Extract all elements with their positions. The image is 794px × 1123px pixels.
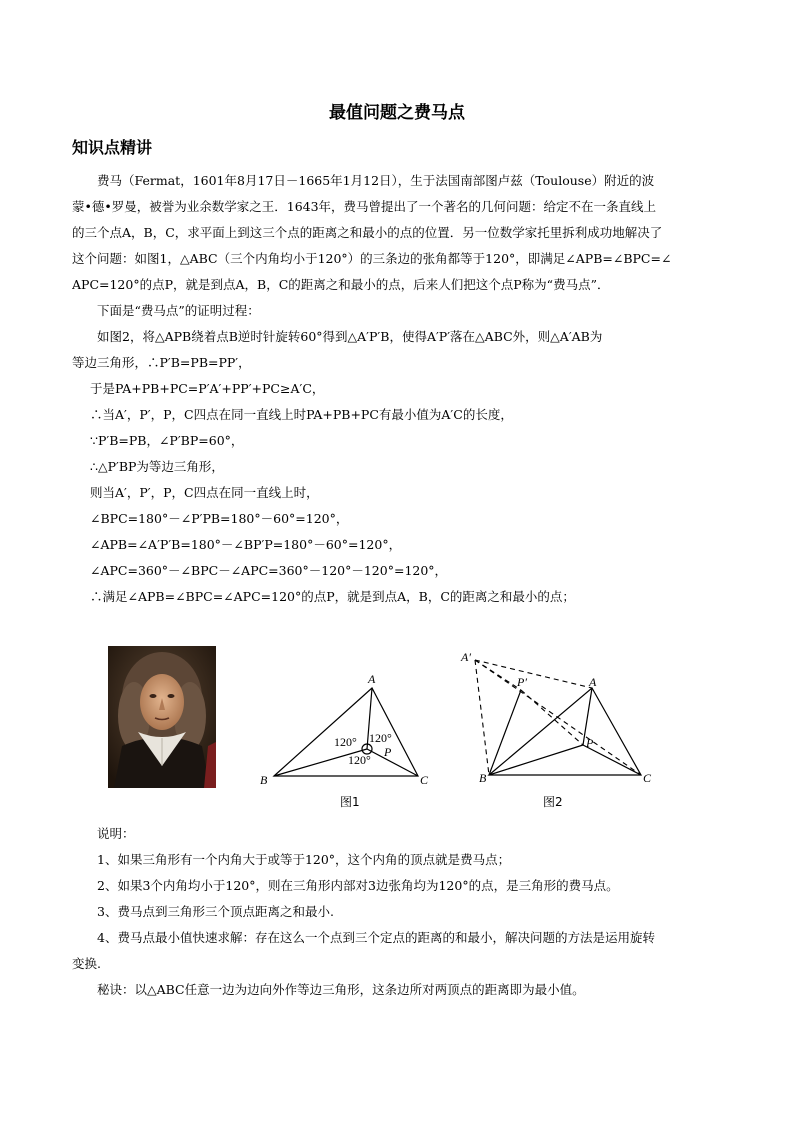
- section-heading: 知识点精讲: [72, 138, 153, 157]
- body-text: [72, 168, 732, 610]
- label-c: C: [643, 771, 652, 785]
- body-line: 等边三角形，∴P′B=PB=PP′，: [72, 355, 251, 370]
- body-line: ∴△P′BP为等边三角形，: [90, 459, 224, 474]
- body-line: 费马（Fermat，1601年8月17日－1665年1月12日），生于法国南部图卢兹（Toulouse）附近的波: [97, 173, 655, 188]
- body-line: ∴满足∠APB=∠BPC=∠APC=120°的点P，就是到点A，B，C的距离之和最小的点；: [90, 589, 575, 604]
- label-b: B: [260, 773, 268, 787]
- figure-1: [252, 650, 442, 810]
- body-line: 这个问题：如图1，△ABC（三个内角均小于120°）的三条边的张角都等于120°，即满足∠APB=∠BPC=∠: [72, 251, 672, 266]
- label-p: P: [384, 745, 392, 759]
- note-item: 3、费马点到三角形三个顶点距离之和最小.: [97, 904, 334, 919]
- label-a: A: [368, 672, 376, 686]
- body-line: APC=120°的点P，就是到点A，B，C的距离之和最小的点，后来人们把这个点P称为“费马点”．: [72, 277, 610, 292]
- body-line: 蒙•德•罗曼，被誉为业余数学家之王．1643年，费马曾提出了一个著名的几何问题：给定不在一条直线上: [72, 199, 657, 214]
- notes-heading: 说明：: [97, 826, 135, 841]
- label-p-prime: P′: [517, 675, 527, 689]
- note-item: 4、费马点最小值快速求解：存在这么一个点到三个定点的距离的和最小，解决问题的方法是运用旋转: [97, 930, 655, 945]
- label-p: P: [586, 736, 594, 750]
- caption-figure-1: 图1: [340, 795, 360, 809]
- body-line: ∠APB=∠A′P′B=180°－∠BP′P=180°－60°=120°，: [90, 537, 402, 552]
- note-item: 秘诀：以△ABC任意一边为边向外作等边三角形，这条边所对两顶点的距离即为最小值。: [97, 982, 585, 997]
- body-line: 如图2，将△APB绕着点B逆时针旋转60°得到△A′P′B，使得A′P′落在△ABC外，则△A′AB为: [97, 329, 603, 344]
- dashed-a1-a: [475, 660, 592, 688]
- note-item: 变换.: [72, 956, 101, 971]
- note-item: 2、如果3个内角均小于120°，则在三角形内部对3边张角均为120°的点，是三角形的费马点。: [97, 878, 619, 893]
- body-line: 下面是“费马点”的证明过程：: [97, 303, 260, 318]
- label-b: B: [479, 771, 487, 785]
- page-title: 最值问题之费马点: [329, 103, 465, 123]
- angle-label-1: 120°: [334, 735, 357, 749]
- body-line: ∵P′B=PB，∠P′BP=60°，: [90, 433, 244, 448]
- body-line: ∠BPC=180°－∠P′PB=180°－60°=120°，: [90, 511, 349, 526]
- label-a: A: [589, 675, 597, 689]
- notes-section: [72, 821, 732, 1003]
- segment-bp: [489, 745, 583, 775]
- body-line: 于是PA+PB+PC=P′A′+PP′+PC≥A′C，: [90, 381, 325, 396]
- body-line: ∴当A′，P′，P，C四点在同一直线上时PA+PB+PC有最小值为A′C的长度，: [90, 407, 513, 422]
- angle-label-2: 120°: [369, 731, 392, 745]
- figure-2: [455, 648, 665, 810]
- dashed-a1-c: [475, 660, 641, 775]
- angle-label-3: 120°: [348, 753, 371, 767]
- triangle-abc: [274, 688, 418, 776]
- label-a-prime: A′: [461, 650, 471, 664]
- body-line: ∠APC=360°－∠BPC－∠APC=360°－120°－120°=120°，: [90, 563, 448, 578]
- dashed-a1-p1: [475, 660, 521, 690]
- note-item: 1、如果三角形有一个内角大于或等于120°，这个内角的顶点就是费马点；: [97, 852, 511, 867]
- body-line: 则当A′，P′，P，C四点在同一直线上时，: [90, 485, 319, 500]
- fermat-portrait: [108, 646, 216, 788]
- dashed-a1-b: [475, 660, 489, 775]
- triangle-abc: [489, 688, 641, 775]
- label-c: C: [420, 773, 429, 787]
- caption-figure-2: 图2: [543, 795, 563, 809]
- body-line: 的三个点A，B，C，求平面上到这三个点的距离之和最小的点的位置．另一位数学家托里拆利成功地解决了: [72, 225, 663, 240]
